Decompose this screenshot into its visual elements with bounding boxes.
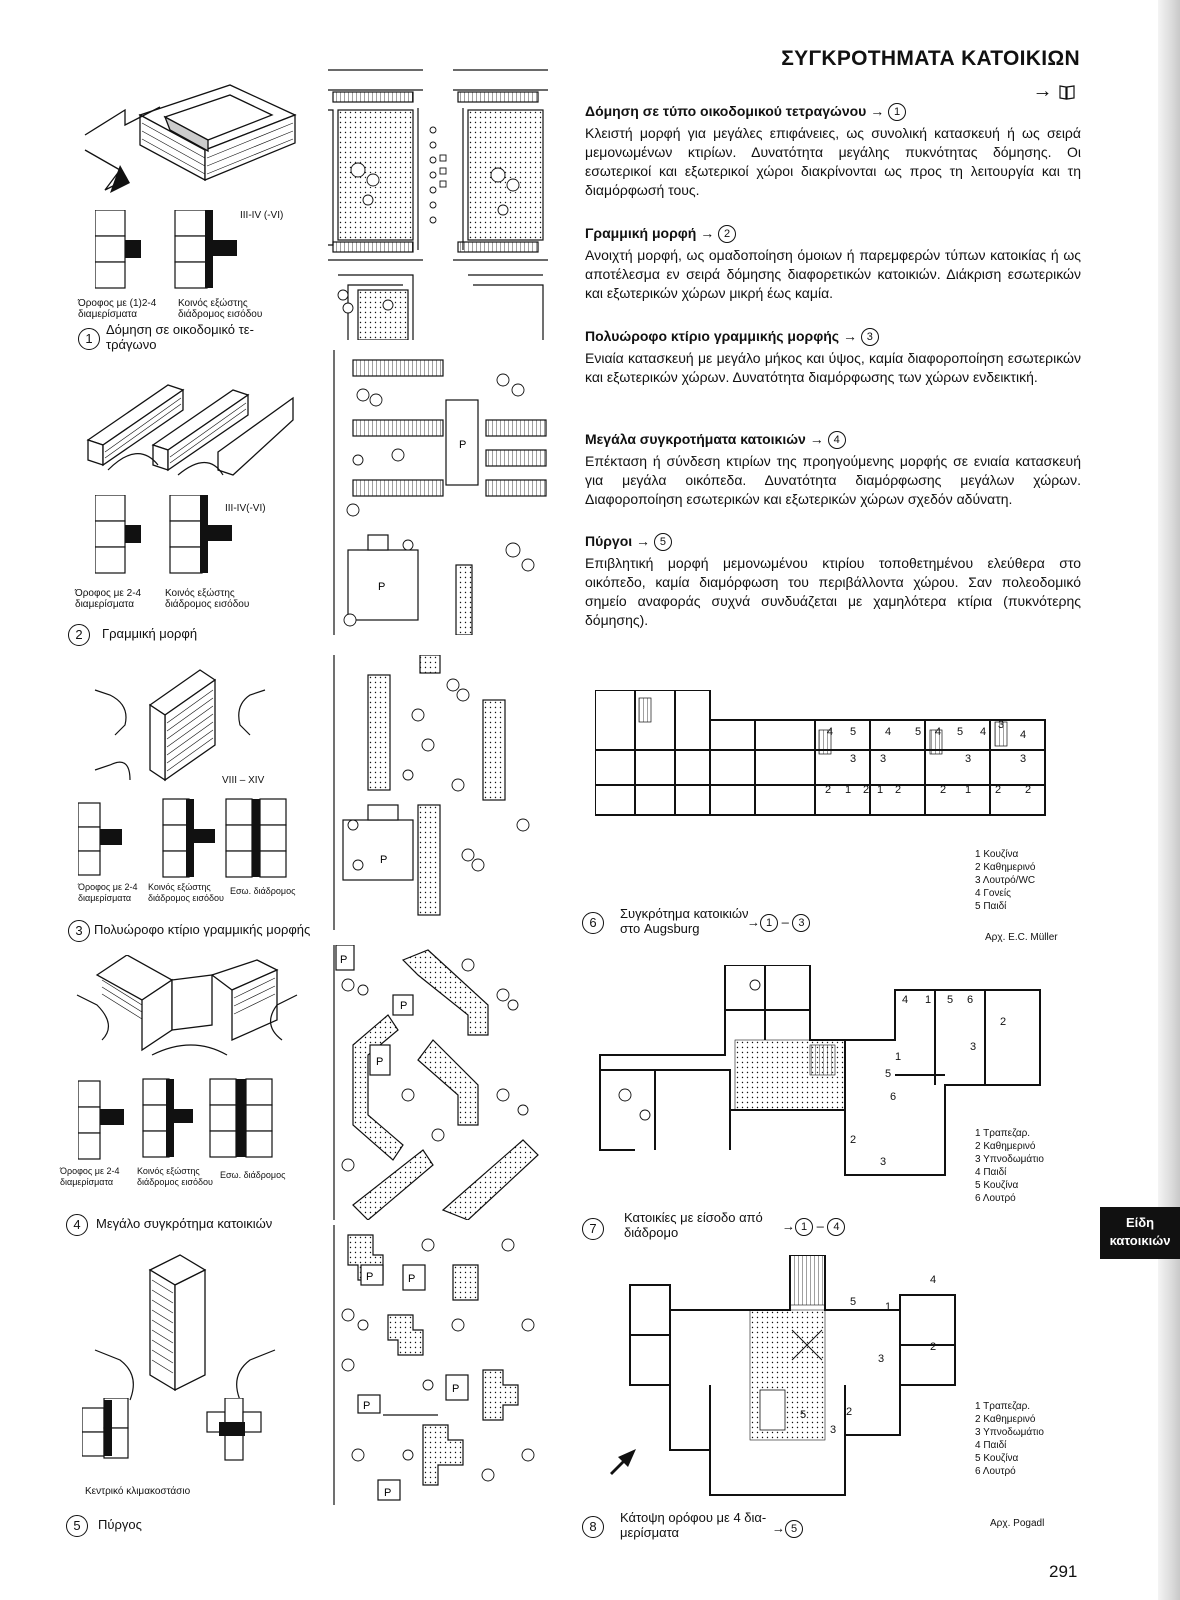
svg-text:3: 3 (878, 1353, 885, 1365)
svg-text:1: 1 (965, 784, 972, 796)
floor-type-diagram (95, 210, 265, 290)
section-heading: Πύργοι → 5 (585, 533, 1081, 551)
floor-label-c: Εσω. διάδρομος (230, 886, 296, 896)
svg-text:4: 4 (935, 726, 942, 738)
floor-type-diagram (78, 1075, 288, 1163)
section-text: Κλειστή μορφή για μεγάλες επιφάνειες, ως συνολική κατασκευή ή ως σειρά μεμονωμένων κτιρίων. Δυνατότητα μεγάλης πυκνότητας δόμησης. Οι εσωτερικοί και εξωτερικοί χώροι διακρίνονται ως προς τη λειτουργία και τη διαμόρφωσή τους. (585, 125, 1081, 199)
section-large-complexes (585, 431, 1081, 509)
section-multistorey-linear (585, 328, 1081, 387)
svg-text:2: 2 (940, 784, 947, 796)
floor-plan-tower (610, 1255, 970, 1505)
svg-text:1: 1 (885, 1301, 892, 1313)
parking-label: P (452, 1383, 460, 1395)
svg-text:3: 3 (965, 753, 972, 765)
svg-text:3: 3 (970, 1041, 977, 1053)
svg-text:2: 2 (863, 784, 870, 796)
floor-label-b: Κοινός εξώστης διάδρομος εισόδου (165, 588, 250, 610)
floor-label-b: Κοινός εξώστης διάδρομος εισόδου (148, 882, 224, 903)
section-heading: Μεγάλα συγκροτήματα κατοικιών → 4 (585, 431, 1081, 449)
floors-label: III-IV (-VI) (240, 210, 284, 221)
svg-text:5: 5 (915, 726, 922, 738)
svg-text:4: 4 (1020, 729, 1027, 741)
linear-axonometric-diagram (78, 370, 298, 490)
floors-label: III-IV(-VI) (225, 503, 266, 514)
plan-legend: 1 Κουζίνα 2 Καθημερινό 3 Λουτρό/WC 4 Γονείς 5 Παιδί (975, 849, 1036, 912)
svg-text:4: 4 (980, 726, 987, 738)
floor-type-diagram (82, 1398, 282, 1463)
parking-label: P (380, 854, 388, 866)
floor-label-c: Εσω. διάδρομος (220, 1170, 286, 1180)
svg-text:5: 5 (947, 994, 954, 1006)
svg-text:2: 2 (846, 1406, 853, 1418)
plan-legend: 1 Τραπεζαρ. 2 Καθημερινό 3 Υπνοδωμάτιο 4 Παιδί 5 Κουζίνα 6 Λουτρό (975, 1128, 1044, 1204)
parking-label: P (378, 581, 386, 593)
svg-text:2: 2 (850, 1134, 857, 1146)
svg-text:2: 2 (995, 784, 1002, 796)
figure-caption-7: 7 Κατοικίες με είσοδο από διάδρομο → 1 – 4 (582, 1218, 604, 1240)
scan-edge (1158, 0, 1180, 1600)
parking-label: P (340, 954, 348, 966)
svg-text:4: 4 (885, 726, 892, 738)
site-plan-block (328, 60, 548, 340)
title-reference (1032, 80, 1076, 103)
svg-text:2: 2 (895, 784, 902, 796)
svg-text:2: 2 (1000, 1016, 1007, 1028)
floor-label-a: Κεντρικό κλιμακοστάσιο (85, 1486, 191, 1497)
site-plan-towers (328, 1225, 548, 1505)
figure-caption-1: 1 Δόμηση σε οικοδομικό τε- τράγωνο (78, 328, 100, 350)
floor-type-diagram (78, 795, 293, 880)
svg-text:1: 1 (895, 1051, 902, 1063)
svg-text:5: 5 (957, 726, 964, 738)
svg-text:6: 6 (967, 994, 974, 1006)
parking-label: P (459, 439, 467, 451)
svg-text:2: 2 (1025, 784, 1032, 796)
architect-credit: Αρχ. E.C. Müller (985, 932, 1058, 943)
complex-axonometric-diagram (72, 955, 302, 1075)
svg-text:1: 1 (845, 784, 852, 796)
svg-text:1: 1 (877, 784, 884, 796)
entrance-arrow-icon (608, 1445, 642, 1475)
section-towers (585, 533, 1081, 630)
figure-caption-5: 5 Πύργος (66, 1515, 88, 1537)
svg-text:3: 3 (880, 753, 887, 765)
section-linear-form (585, 225, 1081, 303)
slab-axonometric-diagram (90, 665, 270, 785)
svg-text:4: 4 (930, 1274, 937, 1286)
svg-text:6: 6 (890, 1091, 897, 1103)
svg-text:3: 3 (998, 719, 1005, 731)
svg-text:2: 2 (825, 784, 832, 796)
book-icon (1058, 83, 1076, 101)
svg-text:1: 1 (925, 994, 932, 1006)
figure-caption-4: 4 Μεγάλο συγκρότημα κατοικιών (66, 1214, 88, 1236)
floor-label-b: Κοινός εξώστης διάδρομος εισόδου (137, 1166, 213, 1187)
plan-legend: 1 Τραπεζαρ. 2 Καθημερινό 3 Υπνοδωμάτιο 4 Παιδί 5 Κουζίνα 6 Λουτρό (975, 1401, 1044, 1477)
section-side-tab: Είδη κατοικιών (1100, 1207, 1180, 1259)
floor-plan-augsburg (595, 690, 1060, 840)
parking-label: P (363, 1400, 371, 1412)
svg-text:4: 4 (902, 994, 909, 1006)
figure-caption-3: 3 Πολυώροφο κτίριο γραμμικής μορφής (68, 920, 90, 942)
floors-label: VIII – XIV (222, 775, 265, 786)
site-plan-slab (328, 655, 548, 930)
block-axonometric-diagram (80, 55, 310, 205)
svg-text:2: 2 (930, 1341, 937, 1353)
svg-text:5: 5 (850, 1296, 857, 1308)
section-heading: Γραμμική μορφή → 2 (585, 225, 1081, 243)
floor-label-a: Όροφος με 2-4 διαμερίσματα (75, 588, 142, 610)
svg-text:5: 5 (800, 1409, 807, 1421)
page-title: ΣΥΓΚΡΟΤΗΜΑΤΑ ΚΑΤΟΙΚΙΩΝ (781, 47, 1080, 70)
reference-arrow: → (1032, 80, 1053, 102)
site-plan-linear (328, 350, 548, 635)
section-text: Ανοιχτή μορφή, ως ομαδοποίηση όμοιων ή παρεμφερών τύπων κατοικίας ή ως αποτέλεσμα εν σειρά δόμησης διαφορετικών κατοικιών. Διάκριση εσωτερικών και εξωτερικών χώρων μικρή έως καμία. (585, 247, 1081, 302)
svg-text:4: 4 (827, 726, 834, 738)
section-text: Επιβλητική μορφή μεμονωμένου κτιρίου τοποθετημένου ελεύθερα στο οικόπεδο, καμία διαμόρφωση του περιβάλλοντα χώρου. Σαν πολεοδομικό σημείο αναφοράς συχνά συνδυάζεται με χαμηλότερα κτίρια (πυκνότερης δόμησης). (585, 555, 1081, 629)
parking-label: P (376, 1056, 384, 1068)
parking-label: P (384, 1487, 392, 1499)
svg-text:5: 5 (885, 1068, 892, 1080)
site-plan-complex (328, 945, 548, 1220)
section-block-construction (585, 103, 1081, 200)
svg-text:5: 5 (850, 726, 857, 738)
figure-caption-6: 6 Συγκρότημα κατοικιών στο Augsburg → 1 – 3 (582, 912, 604, 934)
tower-axonometric-diagram (90, 1250, 280, 1415)
parking-label: P (366, 1271, 374, 1283)
section-heading: Πολυώροφο κτίριο γραμμικής μορφής → 3 (585, 328, 1081, 346)
figure-caption-2: 2 Γραμμική μορφή (68, 624, 90, 646)
floor-label-a: Όροφος με 2-4 διαμερίσματα (60, 1166, 120, 1187)
section-text: Ενιαία κατασκευή με μεγάλο μήκος και ύψος, καμία διαφοροποίηση εσωτερικών και εξωτερικών χώρων. Δυνατότητα διαμόρφωσης των χώρων ενδεικτική. (585, 350, 1081, 386)
floor-label-a: Όροφος με (1)2-4 διαμερίσματα (78, 298, 157, 320)
floor-label-b: Κοινός εξώστης διάδρομος εισόδου (178, 298, 263, 320)
floor-label-a: Όροφος με 2-4 διαμερίσματα (78, 882, 138, 903)
parking-label: P (408, 1273, 416, 1285)
section-text: Επέκταση ή σύνδεση κτιρίων της προηγούμενης μορφής σε ενιαία κατασκευή για μεγάλα οικόπεδα. Δυνατότητα διαμόρφωσης μεγάλων χώρων. Διαφοροποίηση εσωτερικών και εξωτερικών χώρων σχεδόν αδύνατη. (585, 453, 1081, 508)
svg-text:3: 3 (1020, 753, 1027, 765)
svg-text:3: 3 (850, 753, 857, 765)
figure-caption-8: 8 Κάτοψη ορόφου με 4 δια- μερίσματα → 5 (582, 1516, 604, 1538)
architect-credit: Αρχ. Pogadl (990, 1518, 1045, 1529)
svg-text:3: 3 (880, 1156, 887, 1168)
page-number: 291 (1049, 1562, 1078, 1581)
parking-label: P (400, 1000, 408, 1012)
section-heading: Δόμηση σε τύπο οικοδομικού τετραγώνου → 1 (585, 103, 1081, 121)
svg-text:3: 3 (830, 1424, 837, 1436)
